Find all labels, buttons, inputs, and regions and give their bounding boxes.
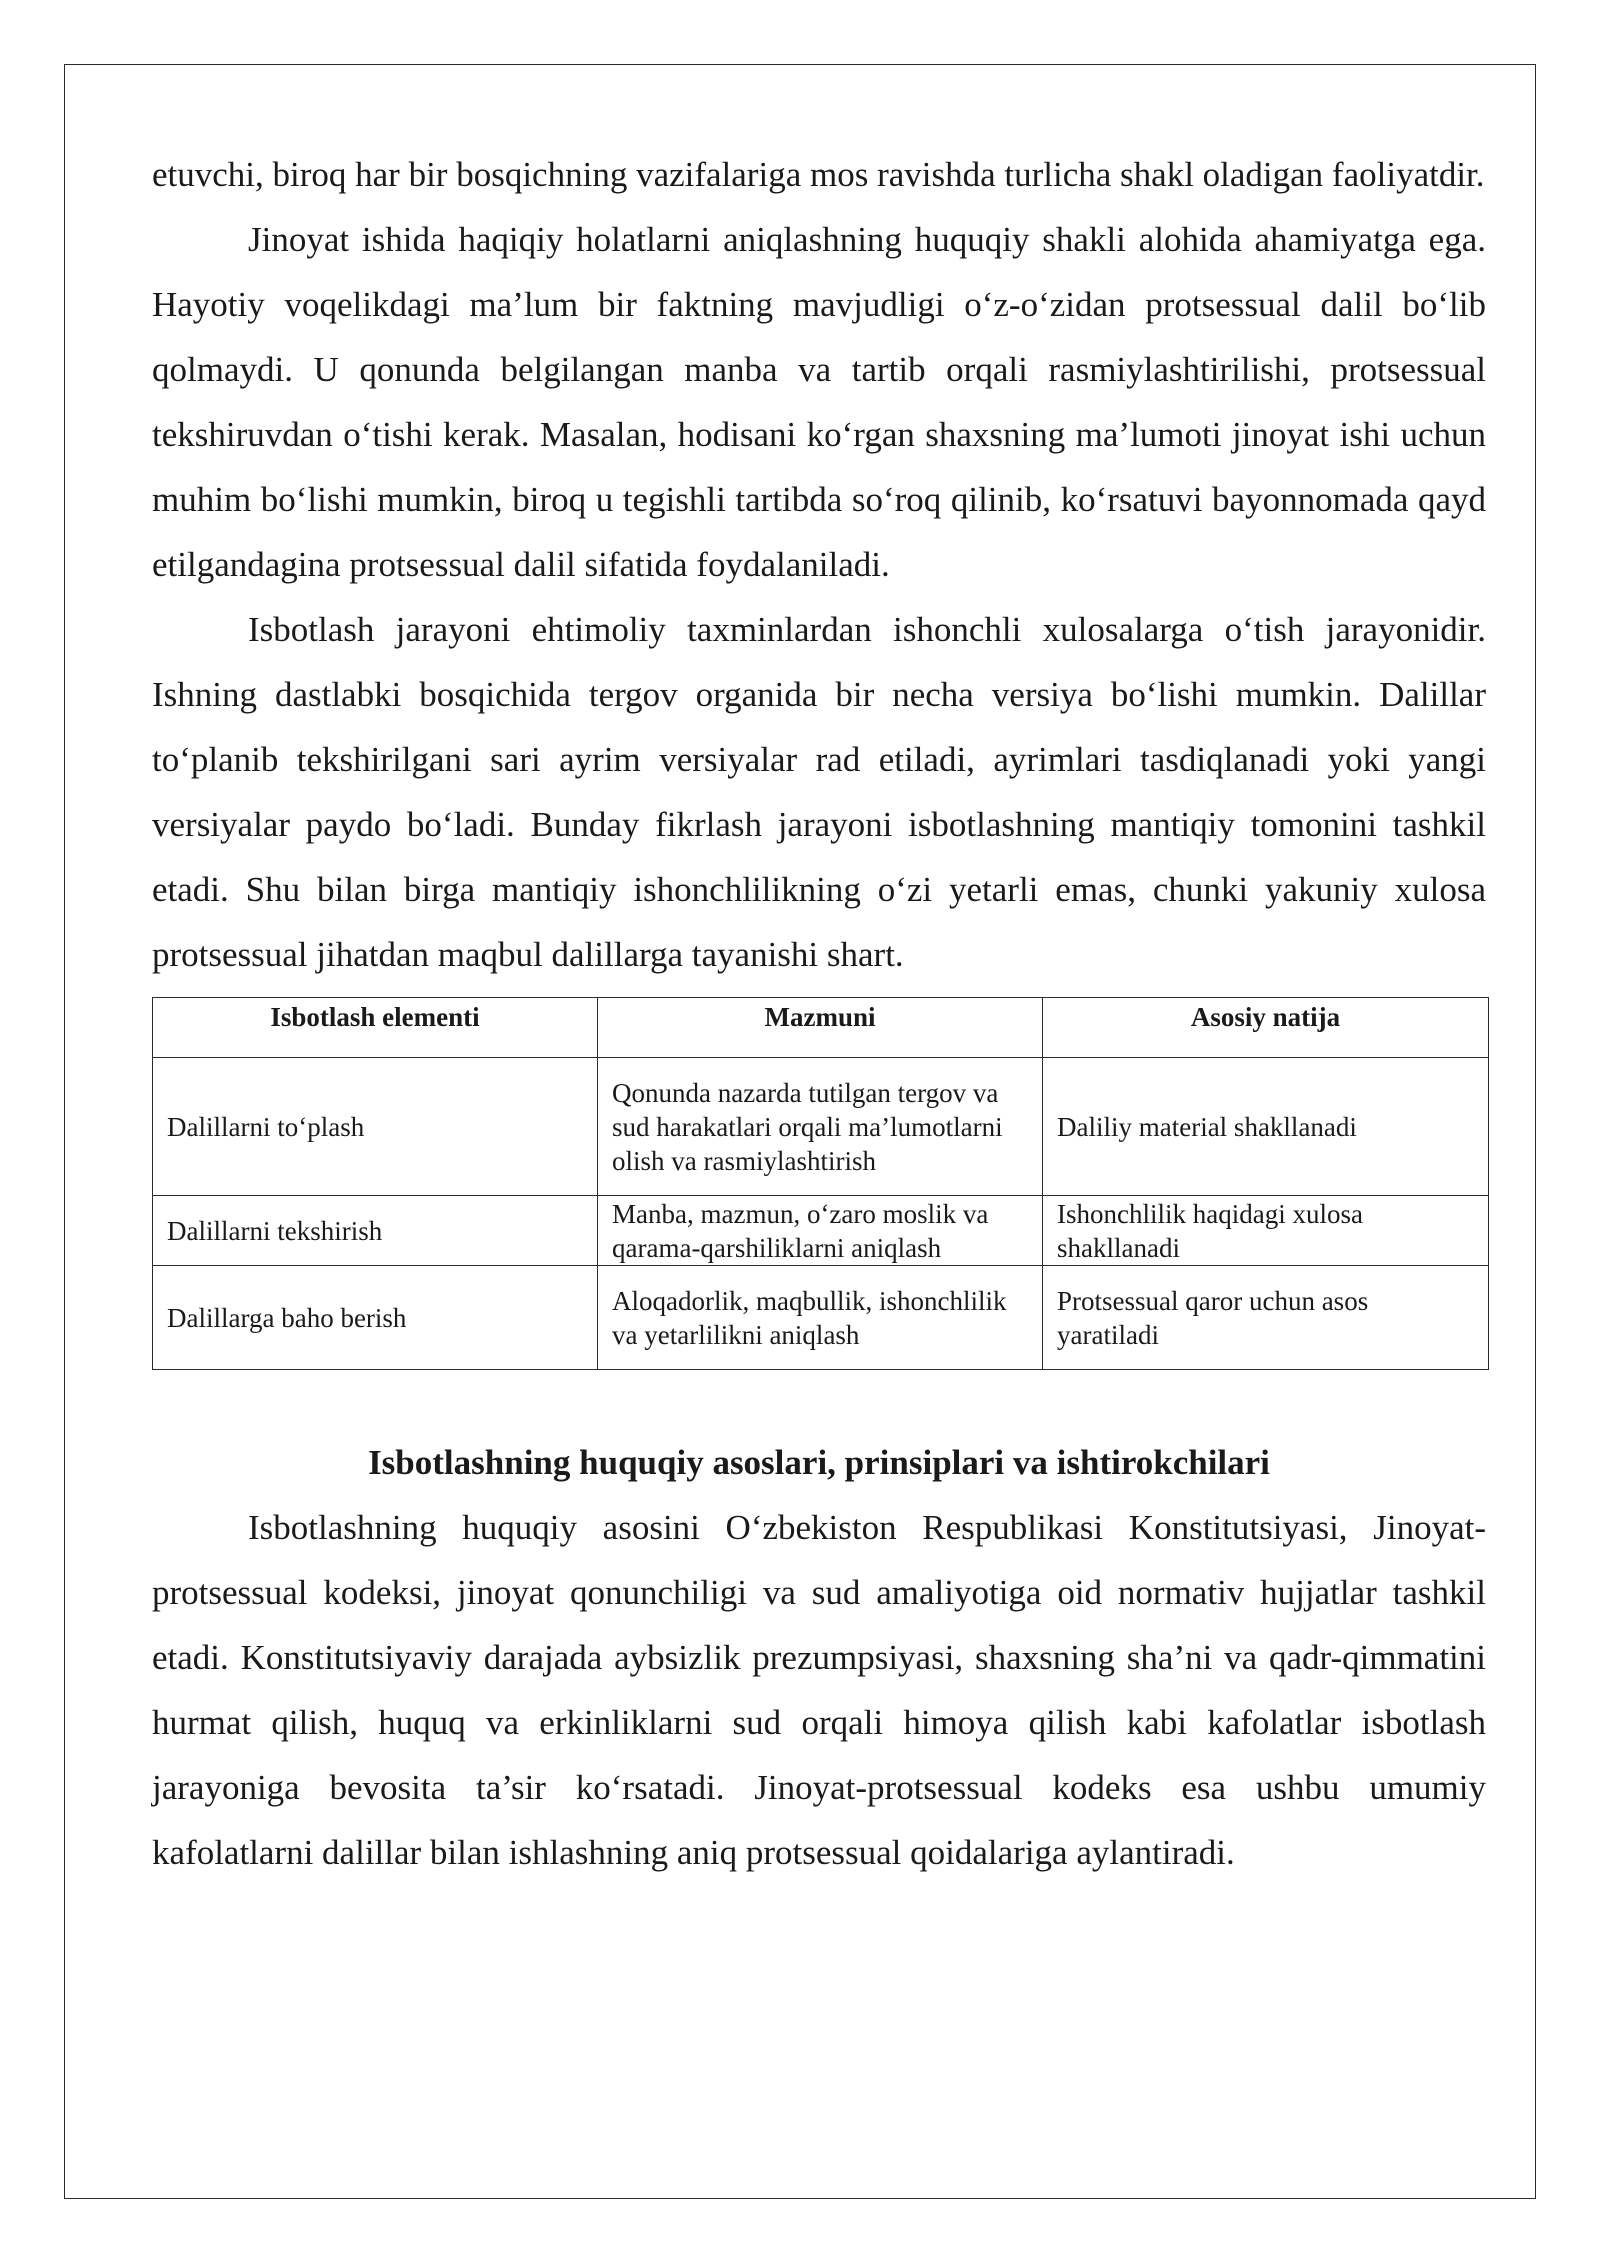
evidence-elements-table [152,997,1489,1370]
table-row [153,1266,1489,1370]
table-header-result: Asosiy natija [1043,998,1489,1058]
table-cell: Dalillarni to‘plash [153,1058,598,1196]
table-header-content: Mazmuni [598,998,1043,1058]
table-header-row [153,998,1489,1058]
paragraph-proof-process: Isbotlash jarayoni ehtimoliy taxminlardan ishonchli xulosalarga o‘tish jarayonidir. Ishning dastlabki bosqichida tergov organida bir necha versiya bo‘lishi mumkin. Dalillar to‘planib tekshirilgani sari ayrim versiyalar rad etiladi, ayrimlari tasdiqlanadi yoki yangi versiyalar paydo bo‘ladi. Bunday fikrlash jarayoni isbotlashning mantiqiy tomonini tashkil etadi. Shu bilan birga mantiqiy ishonchlilikning o‘zi yetarli emas, chunki yakuniy xulosa protsessual jihatdan maqbul dalillarga tayanishi shart. [152,610,1486,974]
document-body [152,142,1486,1885]
section-heading: Isbotlashning huquqiy asoslari, prinsiplari va ishtirokchilari [368,1443,1270,1482]
paragraph-legal-basis: Isbotlashning huquqiy asosini O‘zbekiston Respublikasi Konstitutsiyasi, Jinoyat-protsessual kodeksi, jinoyat qonunchiligi va sud amaliyotiga oid normativ hujjatlar tashkil etadi. Konstitutsiyaviy darajada aybsizlik prezumpsiyasi, shaxsning sha’ni va qadr-qimmatini hurmat qilish, huquq va erkinliklarni sud orqali himoya qilish kabi kafolatlar isbotlash jarayoniga bevosita ta’sir ko‘rsatadi. Jinoyat-protsessual kodeks esa ushbu umumiy kafolatlarni dalillar bilan ishlashning aniq protsessual qoidalariga aylantiradi. [152,1508,1486,1872]
table-header-element: Isbotlash elementi [153,998,598,1058]
table-cell: Daliliy material shakllanadi [1043,1058,1489,1196]
table-cell: Ishonchlilik haqidagi xulosa shakllanadi [1043,1196,1489,1266]
table-cell: Protsessual qaror uchun asos yaratiladi [1043,1266,1489,1370]
table-row [153,1058,1489,1196]
table-cell: Aloqadorlik, maqbullik, ishonchlilik va yetarlilikni aniqlash [598,1266,1043,1370]
paragraph-continuation: etuvchi, biroq har bir bosqichning vazifalariga mos ravishda turlicha shakl oladigan faoliyatdir. [152,155,1485,194]
table-cell: Dalillarni tekshirish [153,1196,598,1266]
paragraph-legal-form: Jinoyat ishida haqiqiy holatlarni aniqlashning huquqiy shakli alohida ahamiyatga ega. Hayotiy voqelikdagi ma’lum bir faktning mavjudligi o‘z-o‘zidan protsessual dalil bo‘lib qolmaydi. U qonunda belgilangan manba va tartib orqali rasmiylashtirilishi, protsessual tekshiruvdan o‘tishi kerak. Masalan, hodisani ko‘rgan shaxsning ma’lumoti jinoyat ishi uchun muhim bo‘lishi mumkin, biroq u tegishli tartibda so‘roq qilinib, ko‘rsatuvi bayonnomada qayd etilgandagina protsessual dalil sifatida foydalaniladi. [152,220,1486,584]
table-cell: Manba, mazmun, o‘zaro moslik va qarama-qarshiliklarni aniqlash [598,1196,1043,1266]
table-row [153,1196,1489,1266]
table-cell: Dalillarga baho berish [153,1266,598,1370]
table-cell: Qonunda nazarda tutilgan tergov va sud harakatlari orqali ma’lumotlarni olish va rasmiylashtirish [598,1058,1043,1196]
